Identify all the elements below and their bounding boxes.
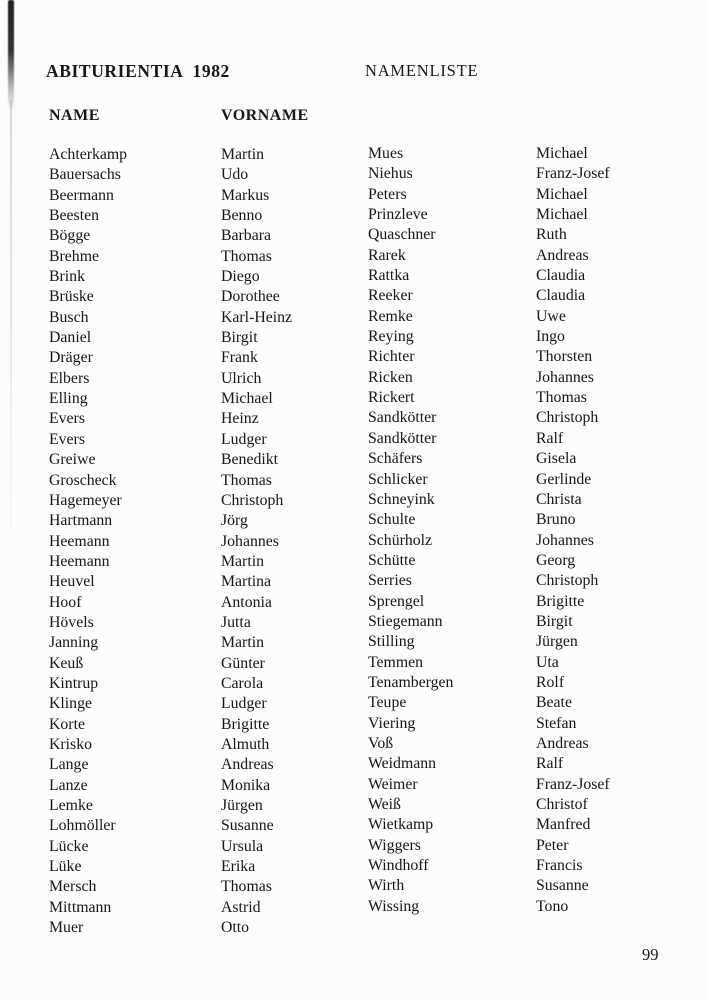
surname: Wietkamp (368, 816, 434, 834)
firstname: Rolf (536, 673, 565, 691)
surname: Mersch (49, 878, 97, 896)
surname: Lange (49, 756, 89, 774)
list-row (49, 573, 364, 593)
firstname: Brigitte (536, 592, 585, 610)
firstname: Johannes (536, 531, 594, 549)
surname: Rickert (368, 389, 415, 407)
list-row (368, 287, 703, 307)
surname: Schulte (368, 511, 416, 529)
surname: Heuvel (49, 573, 95, 591)
surname: Wissing (368, 897, 420, 915)
list-row (368, 674, 703, 694)
list-row (49, 268, 364, 288)
list-row (368, 247, 703, 267)
surname: Quaschner (368, 226, 436, 244)
firstname: Franz-Josef (536, 775, 610, 793)
surname: Schütte (368, 551, 416, 569)
firstname: Karl-Heinz (221, 308, 293, 326)
list-row (49, 512, 364, 532)
surname: Temmen (368, 653, 424, 671)
firstname: Birgit (536, 612, 573, 630)
scan-edge-artifact (8, 0, 14, 112)
firstname: Ralf (536, 755, 564, 773)
surname: Richter (368, 348, 415, 366)
surname: Ricken (368, 368, 413, 386)
surname: Prinzleve (368, 206, 428, 224)
page-subtitle: NAMENLISTE (365, 61, 479, 80)
list-row (368, 857, 703, 877)
surname: Heemann (49, 532, 110, 550)
firstname: Barbara (221, 227, 271, 245)
firstname: Christoph (221, 491, 284, 509)
page-number: 99 (642, 945, 659, 964)
list-row (49, 410, 364, 430)
firstname: Jürgen (536, 633, 578, 651)
list-row (368, 654, 703, 674)
list-row (368, 837, 703, 857)
list-row (368, 409, 703, 429)
surname: Brüske (49, 288, 94, 306)
surname: Dräger (49, 349, 93, 367)
surname: Janning (49, 634, 99, 652)
page-title: ABITURIENTIA 1982 (46, 61, 230, 81)
list-row (49, 451, 364, 471)
firstname: Benno (221, 207, 263, 225)
list-row (49, 187, 364, 207)
firstname: Christa (536, 490, 582, 508)
firstname: Frank (221, 349, 258, 367)
surname: Elling (49, 390, 88, 408)
firstname: Susanne (536, 877, 589, 895)
firstname: Thomas (536, 389, 587, 407)
list-row (49, 472, 364, 492)
firstname: Erika (221, 858, 256, 876)
surname: Korte (49, 715, 85, 733)
firstname: Ludger (221, 695, 267, 713)
firstname: Gerlinde (536, 470, 592, 488)
list-row (49, 370, 364, 390)
surname: Hartmann (49, 512, 113, 530)
firstname: Martin (221, 634, 264, 652)
firstname: Heinz (221, 410, 259, 428)
firstname: Martina (221, 573, 272, 591)
surname: Hagemeyer (49, 491, 122, 509)
surname: Hövels (49, 613, 94, 631)
firstname: Tono (536, 897, 569, 915)
list-row (368, 532, 703, 552)
firstname: Thorsten (536, 348, 593, 366)
surname: Keuß (49, 654, 84, 672)
firstname: Michael (221, 390, 273, 408)
surname: Voß (368, 734, 394, 752)
firstname: Thomas (221, 247, 272, 265)
firstname: Antonia (221, 593, 272, 611)
firstname: Johannes (221, 532, 279, 550)
firstname: Dorothee (221, 288, 280, 306)
list-row (368, 145, 703, 165)
firstname: Diego (221, 268, 260, 286)
surname: Stiegemann (368, 612, 443, 630)
list-row (368, 715, 703, 735)
firstname: Martin (221, 552, 264, 570)
list-row (368, 552, 703, 572)
surname: Lemke (49, 797, 93, 814)
list-row (49, 227, 364, 247)
list-row (368, 471, 703, 491)
list-row (49, 349, 364, 369)
list-row (49, 716, 364, 736)
surname: Beesten (49, 207, 100, 225)
surname: Tenambergen (368, 673, 454, 691)
surname: Weiß (368, 796, 401, 813)
surname: Remke (368, 307, 413, 325)
surname: Wirth (368, 877, 405, 895)
surname: Niehus (368, 165, 413, 183)
list-row (368, 898, 703, 918)
list-row (368, 491, 703, 511)
surname: Teupe (368, 694, 407, 712)
column-header-vorname: VORNAME (221, 107, 309, 124)
firstname: Christoph (536, 572, 599, 590)
firstname: Almuth (221, 735, 270, 753)
column-header-name: NAME (49, 107, 100, 124)
surname: Bauersachs (49, 166, 121, 184)
list-row (49, 146, 364, 166)
surname: Wiggers (368, 836, 421, 854)
list-row (368, 348, 703, 368)
surname: Viering (368, 714, 416, 732)
surname: Weimer (368, 775, 418, 793)
list-row (368, 186, 703, 206)
surname: Mues (368, 145, 404, 162)
surname: Windhoff (368, 857, 429, 875)
surname: Weidmann (368, 755, 437, 773)
surname: Rattka (368, 267, 410, 285)
firstname: Manfred (536, 816, 591, 834)
surname: Peters (368, 185, 407, 203)
list-row (49, 166, 364, 186)
surname: Reeker (368, 287, 413, 305)
list-row (368, 572, 703, 592)
firstname: Ulrich (221, 369, 262, 387)
firstname: Claudia (536, 287, 586, 305)
firstname: Christoph (536, 409, 599, 427)
surname: Sprengel (368, 592, 425, 610)
firstname: Michael (536, 206, 588, 224)
list-row (49, 655, 364, 675)
surname: Busch (49, 308, 89, 326)
list-row (368, 613, 703, 633)
firstname: Brigitte (221, 715, 270, 733)
surname: Bögge (49, 227, 91, 245)
list-row (368, 267, 703, 287)
list-row (368, 450, 703, 470)
surname: Beermann (49, 186, 114, 204)
list-row (368, 226, 703, 246)
list-row (368, 776, 703, 796)
surname: Achterkamp (49, 146, 128, 163)
surname: Kintrup (49, 674, 99, 692)
firstname: Birgit (221, 329, 258, 347)
firstname: Ludger (221, 430, 267, 448)
surname: Greiwe (49, 451, 96, 469)
list-row (49, 553, 364, 573)
firstname: Jutta (221, 613, 251, 631)
surname: Brehme (49, 247, 100, 265)
firstname: Peter (536, 836, 569, 854)
list-row (368, 796, 703, 816)
list-row (368, 206, 703, 226)
firstname: Michael (536, 145, 588, 162)
list-row (49, 492, 364, 512)
list-row (368, 511, 703, 531)
firstname: Martin (221, 146, 264, 163)
name-list-left-column (49, 146, 364, 939)
list-row (368, 735, 703, 755)
list-row (49, 736, 364, 756)
firstname: Otto (221, 919, 250, 937)
scan-edge-artifact-faint (10, 100, 12, 530)
list-row (49, 594, 364, 614)
list-row (368, 694, 703, 714)
list-row (49, 675, 364, 695)
firstname: Benedikt (221, 451, 279, 469)
firstname: Francis (536, 857, 583, 875)
list-row (49, 919, 364, 939)
list-row (49, 777, 364, 797)
surname: Heemann (49, 552, 110, 570)
firstname: Thomas (221, 471, 272, 489)
firstname: Markus (221, 186, 270, 204)
list-row (368, 430, 703, 450)
firstname: Ralf (536, 429, 564, 447)
list-row (49, 878, 364, 898)
surname: Lanze (49, 776, 88, 794)
firstname: Ruth (536, 226, 567, 244)
list-row (368, 369, 703, 389)
list-row (368, 877, 703, 897)
surname: Muer (49, 919, 84, 937)
list-row (49, 634, 364, 654)
firstname: Johannes (536, 368, 594, 386)
firstname: Andreas (221, 756, 274, 774)
firstname: Andreas (536, 246, 589, 264)
firstname: Carola (221, 674, 264, 692)
surname: Klinge (49, 695, 92, 713)
surname: Mittmann (49, 898, 112, 916)
firstname: Franz-Josef (536, 165, 610, 183)
list-row (49, 756, 364, 776)
list-row (368, 593, 703, 613)
list-row (49, 797, 364, 817)
surname: Brink (49, 268, 85, 286)
list-row (368, 165, 703, 185)
list-row (49, 309, 364, 329)
list-row (49, 390, 364, 410)
firstname: Andreas (536, 734, 589, 752)
list-row (368, 328, 703, 348)
surname: Evers (49, 410, 85, 428)
firstname: Beate (536, 694, 572, 712)
firstname: Claudia (536, 267, 586, 285)
list-row (49, 329, 364, 349)
list-row (368, 633, 703, 653)
firstname: Monika (221, 776, 271, 794)
surname: Serries (368, 572, 412, 590)
firstname: Bruno (536, 511, 576, 529)
surname: Daniel (49, 329, 92, 347)
surname: Evers (49, 430, 85, 448)
firstname: Uwe (536, 307, 566, 325)
surname: Elbers (49, 369, 90, 387)
surname: Schürholz (368, 531, 433, 549)
list-row (49, 431, 364, 451)
list-row (49, 248, 364, 268)
list-row (49, 533, 364, 553)
firstname: Ursula (221, 837, 264, 855)
firstname: Gisela (536, 450, 577, 468)
list-row (49, 838, 364, 858)
surname: Lücke (49, 837, 89, 855)
firstname: Thomas (221, 878, 272, 896)
firstname: Uta (536, 653, 559, 671)
list-row (49, 817, 364, 837)
list-row (368, 389, 703, 409)
surname: Sandkötter (368, 429, 437, 447)
surname: Schlicker (368, 470, 428, 488)
firstname: Astrid (221, 898, 261, 916)
name-list-right-column (368, 145, 703, 918)
list-row (368, 816, 703, 836)
firstname: Jörg (221, 512, 248, 530)
surname: Schäfers (368, 450, 423, 468)
list-row (49, 858, 364, 878)
firstname: Günter (221, 654, 265, 672)
firstname: Michael (536, 185, 588, 203)
surname: Sandkötter (368, 409, 437, 427)
surname: Stilling (368, 633, 415, 651)
list-row (49, 899, 364, 919)
list-row (368, 308, 703, 328)
firstname: Ingo (536, 328, 565, 346)
firstname: Susanne (221, 817, 274, 835)
surname: Lüke (49, 858, 82, 876)
firstname: Udo (221, 166, 249, 184)
firstname: Georg (536, 551, 576, 569)
list-row (49, 695, 364, 715)
surname: Krisko (49, 735, 93, 753)
list-row (49, 288, 364, 308)
list-row (49, 614, 364, 634)
surname: Lohmöller (49, 817, 116, 835)
surname: Reying (368, 328, 414, 346)
surname: Groscheck (49, 471, 117, 489)
firstname: Stefan (536, 714, 577, 732)
surname: Hoof (49, 593, 82, 611)
firstname: Jürgen (221, 797, 263, 814)
firstname: Christof (536, 796, 588, 813)
list-row (49, 207, 364, 227)
surname: Schneyink (368, 490, 435, 508)
surname: Rarek (368, 246, 406, 264)
list-row (368, 755, 703, 775)
